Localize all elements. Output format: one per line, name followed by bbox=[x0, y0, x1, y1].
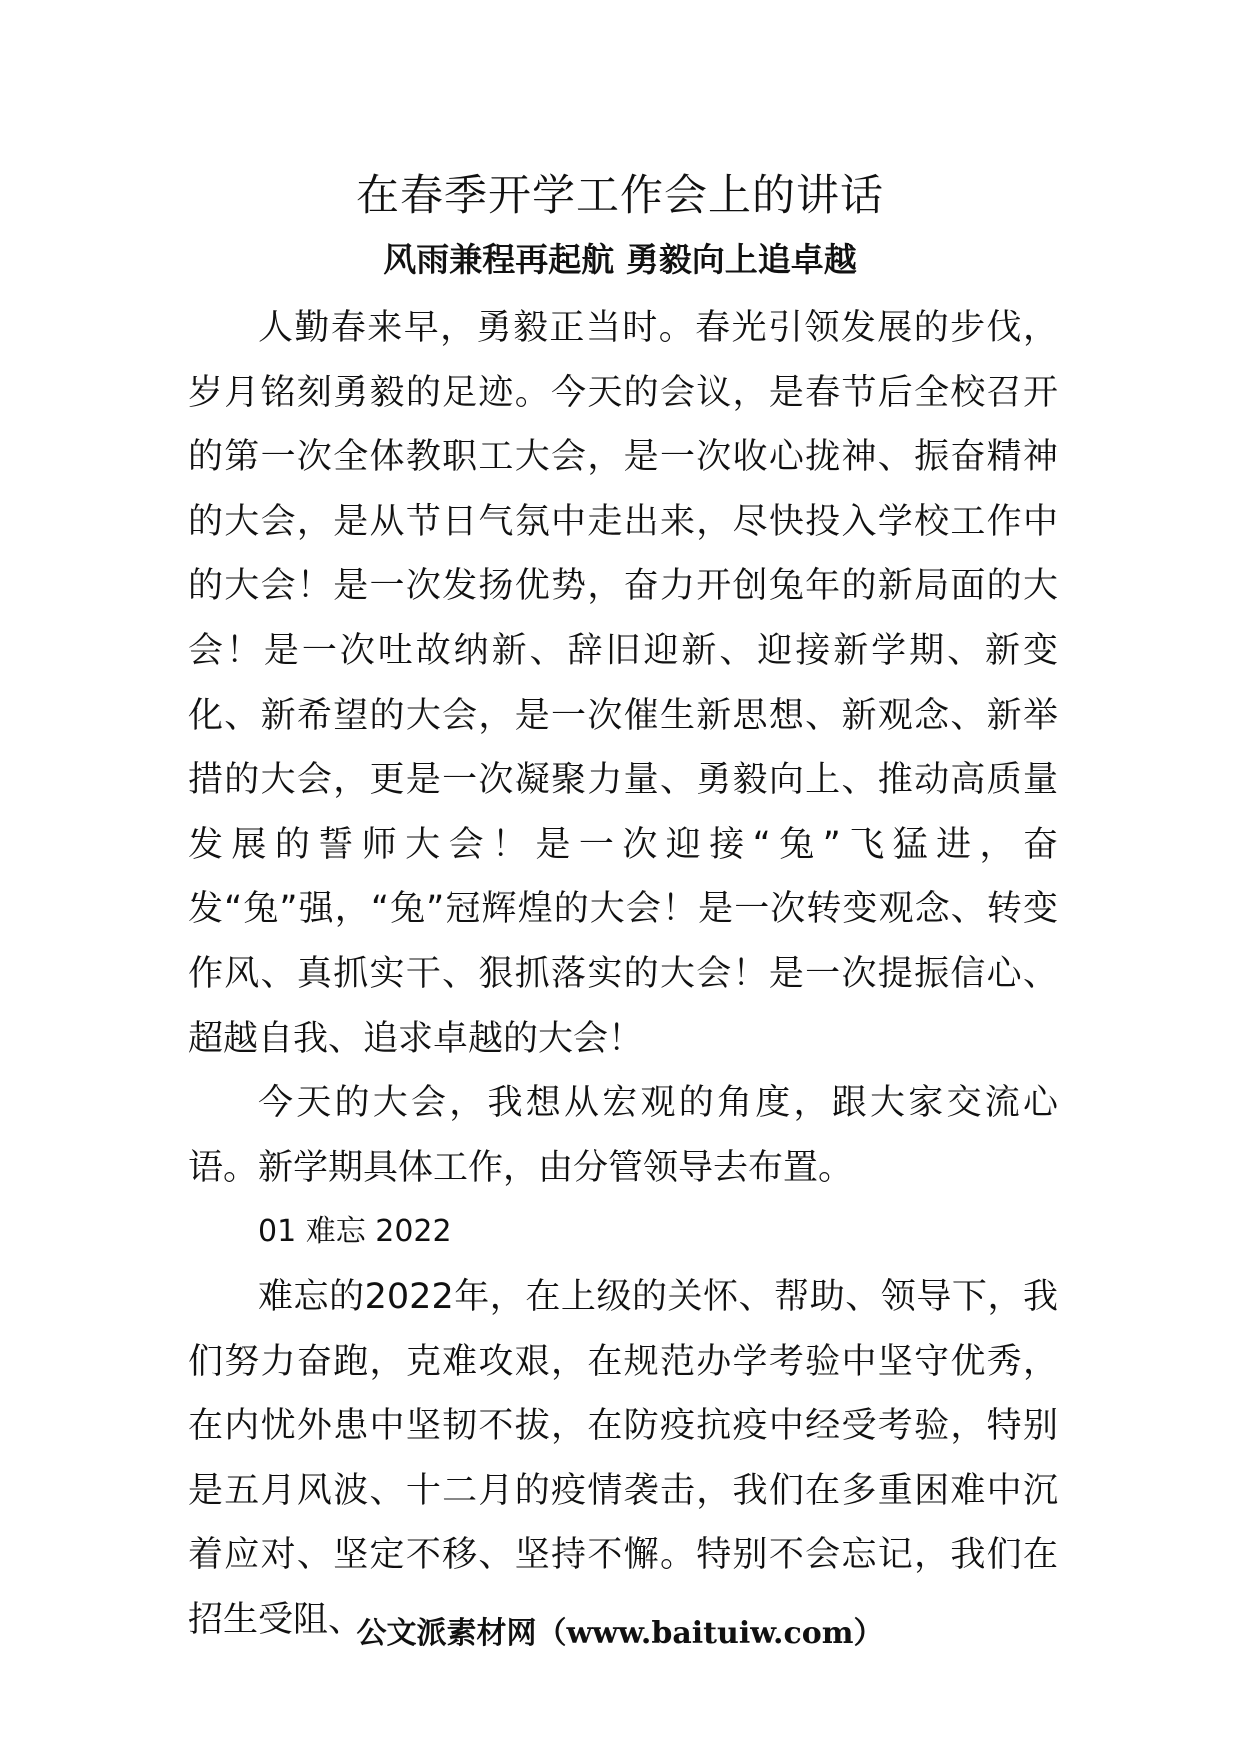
page-footer: 公文派素材网（www.baituiw.com） bbox=[356, 1616, 884, 1651]
section-heading: 01 难忘 2022 bbox=[258, 1214, 452, 1250]
paragraph: 人勤春来早，勇毅正当时。春光引领发展的步伐，岁月铭刻勇毅的足迹。今天的会议，是春节后全校召开的第一次全体教职工大会，是一次收心拢神、振奋精神的大会，是从节日气氛中走出来，尽快投入学校工作中的大会！是一次发扬优势，奋力开创兔年的新局面的大会！是一次吐故纳新、辞旧迎新、迎接新学期、新变化、新希望的大会，是一次催生新思想、新观念、新举措的大会，更是一次凝聚力量、勇毅向上、推动高质量发展的誓师大会！是一次迎接“兔”飞猛进，奋发“兔”强，“兔”冠辉煌的大会！是一次转变观念、转变作风、真抓实干、狠抓落实的大会！是一次提振信心、超越自我、追求卓越的大会！ bbox=[188, 308, 1058, 1059]
document-title: 在春季开学工作会上的讲话 bbox=[356, 171, 884, 221]
paragraph: 今天的大会，我想从宏观的角度，跟大家交流心语。新学期具体工作，由分管领导去布置。 bbox=[188, 1083, 1058, 1188]
document-subtitle: 风雨兼程再起航 勇毅向上追卓越 bbox=[383, 240, 857, 279]
document-body bbox=[188, 296, 1058, 1652]
paragraph: 难忘的2022年，在上级的关怀、帮助、领导下，我们努力奋跑，克难攻艰，在规范办学考验中坚守优秀，在内忧外患中坚韧不拔，在防疫抗疫中经受考验，特别是五月风波、十二月的疫情袭击，我们在多重困难中沉着应对、坚定不移、坚持不懈。特别不会忘记，我们在招生受阻、 bbox=[188, 1276, 1058, 1640]
